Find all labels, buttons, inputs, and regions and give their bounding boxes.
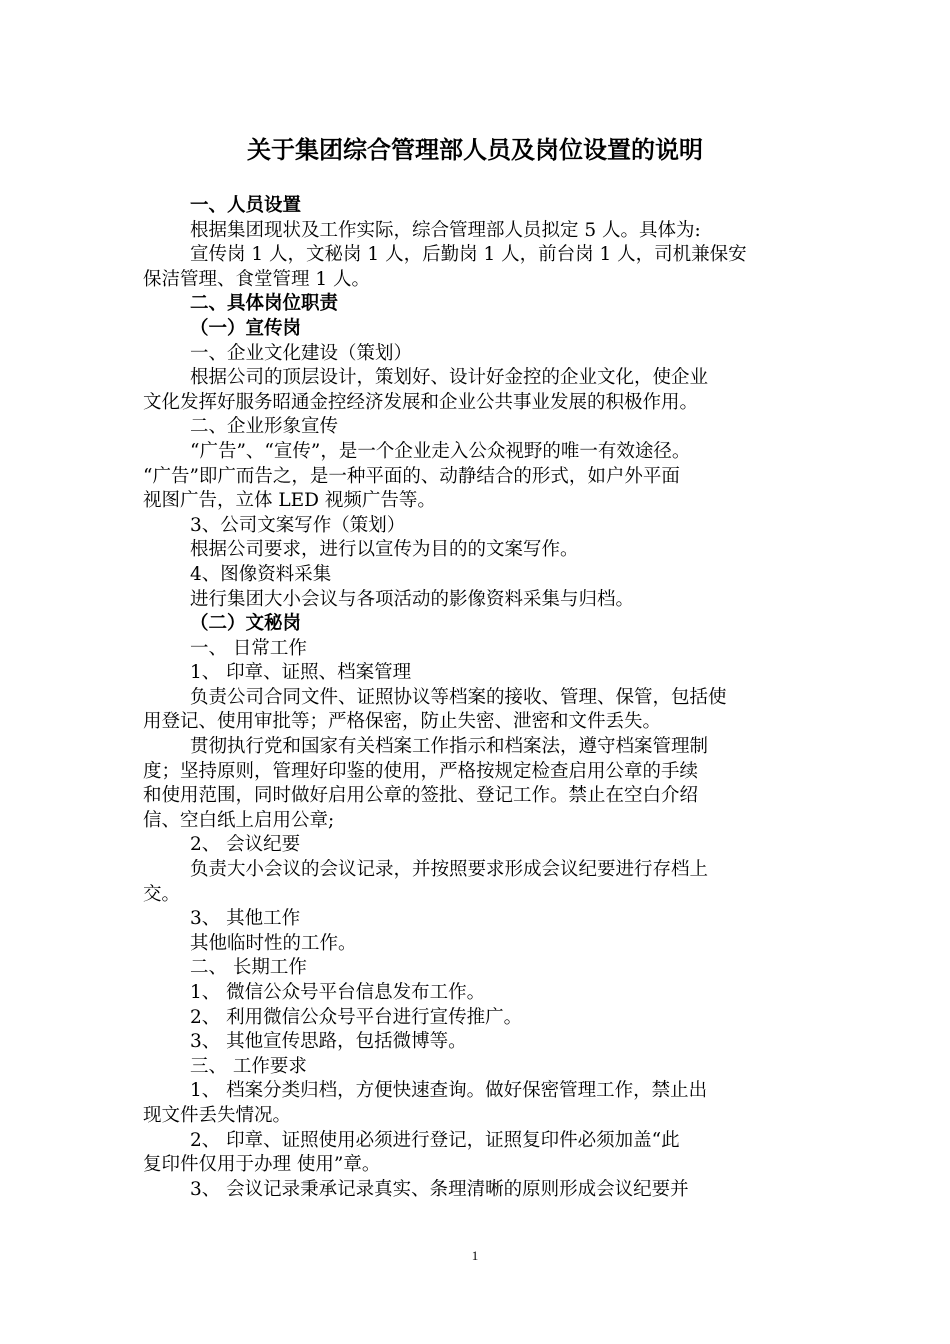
- paragraph-line: “广告”、“宣传”，是一个企业走入公众视野的唯一有效途径。: [190, 440, 691, 462]
- paragraph-line: 宣传岗 1 人，文秘岗 1 人，后勤岗 1 人，前台岗 1 人，司机兼保安: [190, 244, 747, 266]
- paragraph-line: 和使用范围，同时做好启用公章的签批、登记工作。禁止在空白介绍: [143, 785, 699, 807]
- paragraph-line: 其他临时性的工作。: [190, 932, 357, 954]
- paragraph-line: 贯彻执行党和国家有关档案工作指示和档案法，遵守档案管理制: [190, 736, 709, 758]
- paragraph-line: 度；坚持原则，管理好印鉴的使用，严格按规定检查启用公章的手续: [143, 760, 699, 782]
- section-heading: （二）文秘岗: [190, 613, 302, 635]
- section-heading: 二、具体岗位职责: [190, 293, 339, 315]
- paragraph-line: 3、公司文案写作（策划）: [190, 514, 406, 536]
- paragraph-line: “广告”即广而告之，是一种平面的、动静结合的形式，如户外平面: [143, 465, 680, 487]
- paragraph-line: 3、 会议记录秉承记录真实、条理清晰的原则形成会议纪要并: [190, 1178, 689, 1200]
- paragraph-line: 三、 工作要求: [190, 1055, 307, 1077]
- paragraph-line: 一、 日常工作: [190, 637, 307, 659]
- document-body: [143, 194, 807, 1202]
- paragraph-line: 文化发挥好服务昭通金控经济发展和企业公共事业发展的积极作用。: [143, 391, 699, 413]
- paragraph-line: 二、 长期工作: [190, 957, 307, 979]
- paragraph-line: 3、 其他工作: [190, 908, 301, 930]
- paragraph-line: 2、 印章、证照使用必须进行登记，证照复印件必须加盖“此: [190, 1129, 680, 1151]
- paragraph-line: 4、图像资料采集: [190, 563, 332, 585]
- page-number: 1: [471, 1248, 479, 1263]
- paragraph-line: 根据公司要求，进行以宣传为目的的文案写作。: [190, 539, 579, 561]
- paragraph-line: 3、 其他宣传思路，包括微博等。: [190, 1031, 467, 1053]
- paragraph-line: 负责大小会议的会议记录，并按照要求形成会议纪要进行存档上: [190, 859, 709, 881]
- section-heading: （一）宣传岗: [190, 317, 302, 339]
- section-heading: 一、人员设置: [190, 195, 302, 216]
- paragraph-line: 复印件仅用于办理 使用”章。: [143, 1154, 381, 1176]
- paragraph-line: 根据公司的顶层设计，策划好、设计好金控的企业文化，使企业: [190, 367, 709, 389]
- paragraph-line: 交。: [143, 883, 181, 905]
- paragraph-line: 1、 微信公众号平台信息发布工作。: [190, 982, 486, 1003]
- paragraph-line: 保洁管理、食堂管理 1 人。: [143, 268, 371, 290]
- paragraph-line: 用登记、使用审批等；严格保密，防止失密、泄密和文件丢失。: [143, 711, 662, 733]
- page-title: 关于集团综合管理部人员及岗位设置的说明: [247, 136, 703, 164]
- paragraph-line: 视图广告，立体 LED 视频广告等。: [143, 490, 436, 512]
- paragraph-line: 现文件丢失情况。: [143, 1104, 292, 1126]
- paragraph-line: 进行集团大小会议与各项活动的影像资料采集与归档。: [190, 588, 635, 610]
- paragraph-line: 负责公司合同文件、证照协议等档案的接收、管理、保管，包括使: [190, 686, 727, 708]
- paragraph-line: 信、空白纸上启用公章;: [143, 809, 335, 831]
- paragraph-line: 二、企业形象宣传: [190, 416, 339, 438]
- paragraph-line: 1、 档案分类归档，方便快速查询。做好保密管理工作，禁止出: [190, 1080, 708, 1102]
- paragraph-line: 2、 会议纪要: [190, 834, 301, 856]
- paragraph-line: 1、 印章、证照、档案管理: [190, 662, 412, 684]
- paragraph-line: 根据集团现状及工作实际，综合管理部人员拟定 5 人。具体为:: [190, 219, 701, 241]
- paragraph-line: 2、 利用微信公众号平台进行宣传推广。: [190, 1006, 523, 1028]
- paragraph-line: 一、企业文化建设（策划）: [190, 342, 413, 364]
